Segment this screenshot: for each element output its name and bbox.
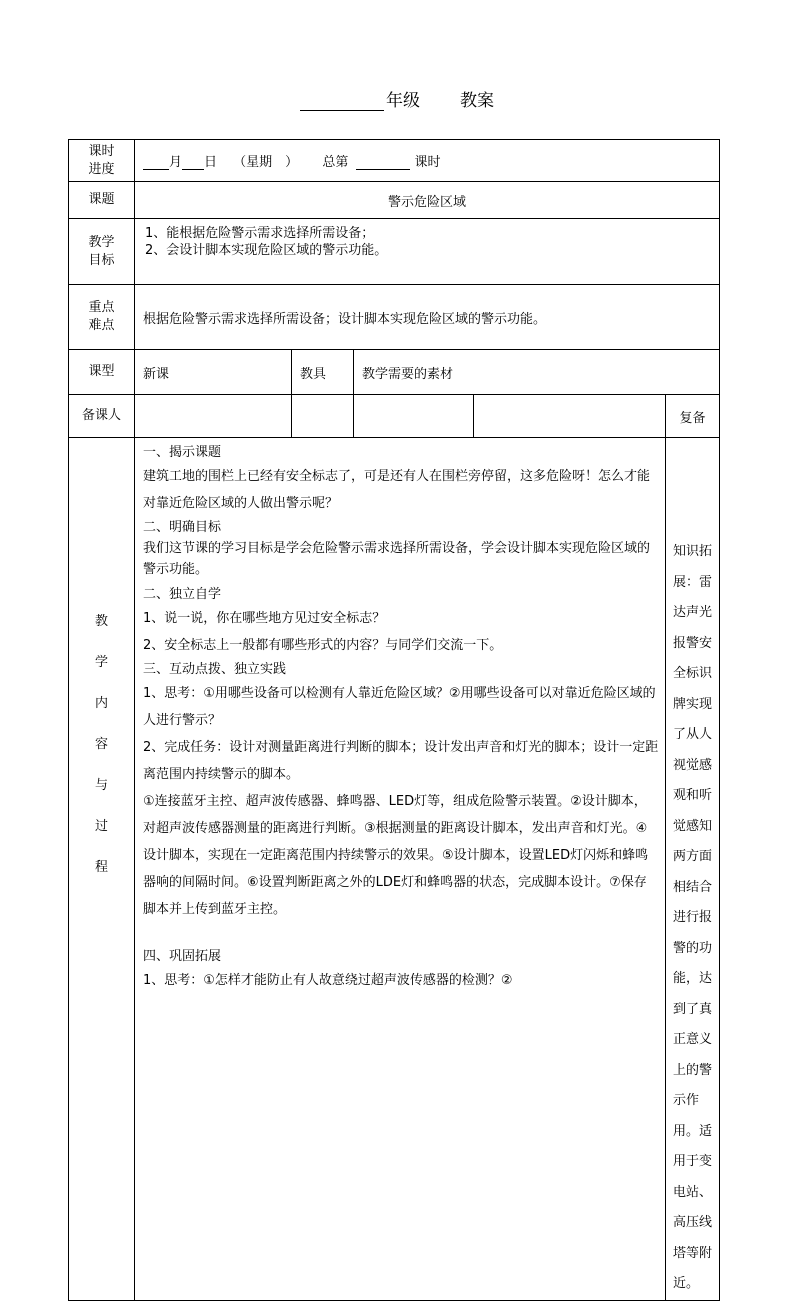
section-title: 二、明确目标 bbox=[143, 520, 222, 535]
section-title: 一、揭示课题 bbox=[143, 445, 222, 460]
process-label: 教 学 内 容 与 过 程 bbox=[69, 438, 135, 1301]
section-text: ①连接蓝牙主控、超声波传感器、蜂鸣器、LED灯等，组成危险警示装置。②设计脚本，对超声波传感器测量的距离进行判断。③根据测量的距离设计脚本，发出声音和灯光。④设计脚本，实现在一定距离范围内持续警示的效果。⑤设计脚本，设置LED灯闪烁和蜂鸣器响的间隔时间。⑥设置判断距离之外的LDE灯和蜂鸣器的状态，完成脚本设计。⑦保存脚本并上传到蓝牙主控。 bbox=[143, 794, 649, 917]
process-content bbox=[135, 438, 666, 1301]
schedule-value: 月 日 （星期 ） 总第 课时 bbox=[135, 140, 720, 182]
section-title: 四、巩固拓展 bbox=[143, 949, 222, 964]
section-text: 1、说一说，你在哪些地方见过安全标志？ bbox=[143, 611, 386, 626]
section-text: 2、安全标志上一般都有哪些形式的内容？与同学们交流一下。 bbox=[143, 638, 503, 653]
section-title: 三、互动点拨、独立实践 bbox=[143, 662, 287, 677]
section-text: 2、完成任务：设计对测量距离进行判断的脚本；设计发出声音和灯光的脚本；设计一定距离范围内持续警示的脚本。 bbox=[143, 740, 659, 782]
grade-blank[interactable] bbox=[300, 93, 384, 111]
section-text: 1、思考：①怎样才能防止有人故意绕过超声波传感器的检测？② bbox=[143, 973, 513, 988]
tools-value: 教学需要的素材 bbox=[354, 350, 720, 395]
row-goals bbox=[69, 219, 720, 285]
keypoints-label: 重点 难点 bbox=[69, 285, 135, 350]
tools-label: 教具 bbox=[292, 350, 354, 395]
prep-cell[interactable] bbox=[474, 395, 666, 438]
goal-item: 1、能根据危险警示需求选择所需设备； bbox=[145, 226, 375, 241]
total-blank[interactable] bbox=[356, 156, 410, 170]
row-schedule bbox=[69, 140, 720, 182]
goals-label: 教学 目标 bbox=[69, 219, 135, 285]
row-process bbox=[69, 438, 720, 1301]
section-text: 我们这节课的学习目标是学会危险警示需求选择所需设备，学会设计脚本实现危险区域的警示功能。 bbox=[143, 541, 651, 577]
row-prep bbox=[69, 395, 720, 438]
keypoints-value: 根据危险警示需求选择所需设备；设计脚本实现危险区域的警示功能。 bbox=[135, 285, 720, 350]
total-prefix: 总第 bbox=[322, 155, 349, 170]
schedule-label: 课时 进度 bbox=[69, 140, 135, 182]
section-text: 1、思考：①用哪些设备可以检测有人靠近危险区域？②用哪些设备可以对靠近危险区域的人进行警示？ bbox=[143, 686, 656, 728]
doc-label: 教案 bbox=[460, 91, 494, 111]
type-value: 新课 bbox=[135, 350, 292, 395]
total-suffix: 课时 bbox=[414, 155, 441, 170]
goals-list bbox=[135, 219, 720, 285]
prep-cell[interactable] bbox=[354, 395, 474, 438]
section-title: 二、独立自学 bbox=[143, 587, 222, 602]
lesson-plan-table bbox=[68, 139, 720, 1301]
month-blank[interactable] bbox=[143, 156, 169, 170]
document-title bbox=[0, 86, 794, 111]
row-type bbox=[69, 350, 720, 395]
row-keypoints bbox=[69, 285, 720, 350]
prep-cell[interactable] bbox=[135, 395, 292, 438]
row-topic bbox=[69, 182, 720, 219]
topic-value: 警示危险区域 bbox=[135, 182, 720, 219]
day-blank[interactable] bbox=[182, 156, 204, 170]
weekday-label: （星期 ） bbox=[233, 155, 299, 170]
section-text: 建筑工地的围栏上已经有安全标志了，可是还有人在围栏旁停留，这多危险呀！怎么才能对靠近危险区域的人做出警示呢？ bbox=[143, 469, 651, 511]
topic-label: 课题 bbox=[69, 182, 135, 219]
knowledge-note: 知识拓展：雷达声光报警安全标识牌实现了从人视觉感观和听觉感知两方面相结合进行报警的功能，达到了真正意义上的警示作用。适用于变电站、高压线塔等附近。 bbox=[666, 438, 720, 1301]
grade-label: 年级 bbox=[386, 91, 420, 111]
prep-label: 备课人 bbox=[69, 395, 135, 438]
goal-item: 2、会设计脚本实现危险区域的警示功能。 bbox=[145, 243, 388, 258]
prep-cell[interactable] bbox=[292, 395, 354, 438]
type-label: 课型 bbox=[69, 350, 135, 395]
review-label: 复备 bbox=[666, 395, 720, 438]
